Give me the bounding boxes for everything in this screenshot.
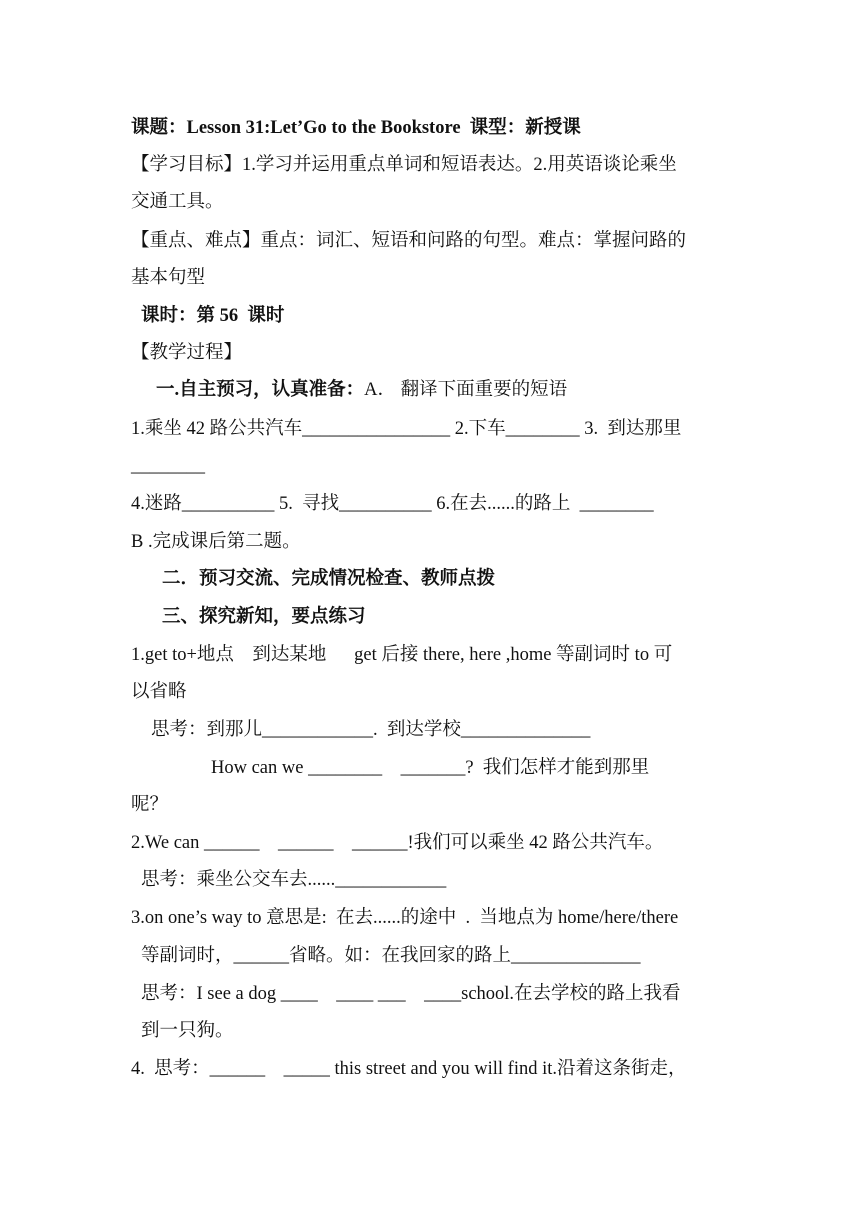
section-1-task-b: B .完成课后第二题。	[131, 532, 301, 552]
lesson-period: 课时：第 56 课时	[141, 306, 285, 326]
objectives-line-2: 交通工具。	[131, 192, 224, 212]
point-1-line-2: 以省略	[131, 682, 187, 702]
section-3-heading: 三、探究新知，要点练习	[162, 607, 366, 627]
point-3-line-2: 等副词时，______省略。如：在我回家的路上______________	[141, 946, 641, 966]
objectives-line-1: 【学习目标】1.学习并运用重点单词和短语表达。2.用英语谈论乘坐	[131, 155, 677, 175]
section-2-heading: 二．预习交流、完成情况检查、教师点拨	[162, 569, 496, 589]
point-3-think-1: 思考：I see a dog ____ ____ ___ ____school.在去学校的路上我看	[141, 984, 681, 1004]
point-2-think: 思考：乘坐公交车去......____________	[141, 870, 447, 890]
process-heading: 【教学过程】	[131, 343, 243, 363]
section-1-row-1: 1.乘坐 42 路公共汽车________________ 2.下车________ 3. 到达那里	[131, 419, 682, 439]
section-1-row-1-cont: ________	[131, 456, 205, 476]
point-1-line-1: 1.get to+地点 到达某地 get 后接 there, here ,home 等副词时 to 可	[131, 645, 673, 665]
section-1-row-2: 4.迷路__________ 5. 寻找__________ 6.在去......的路上 ________	[131, 494, 654, 514]
point-2-line-1: 2.We can ______ ______ ______!我们可以乘坐 42 路公共汽车。	[131, 833, 664, 853]
section-1-heading-line	[156, 378, 567, 402]
section-1-heading: 一.自主预习，认真准备：	[156, 380, 365, 400]
point-1-think: 思考：到那儿____________. 到达学校______________	[151, 720, 591, 740]
point-3-line-1: 3.on one’s way to 意思是: 在去......的途中 . 当地点为 home/here/there	[131, 908, 679, 928]
key-points-line-1: 【重点、难点】重点：词汇、短语和问路的句型。难点：掌握问路的	[131, 231, 687, 251]
point-1-question: How can we ________ _______? 我们怎样才能到那里	[211, 758, 650, 778]
key-points-line-2: 基本句型	[131, 268, 206, 288]
point-4-line-1: 4. 思考：______ _____ this street and you will find it.沿着这条街走，	[131, 1059, 687, 1079]
lesson-title: 课题：Lesson 31:Let’Go to the Bookstore 课型：新授课	[131, 118, 581, 138]
section-1-task-a: A． 翻译下面重要的短语	[364, 380, 568, 400]
point-1-question-cont: 呢？	[131, 795, 169, 815]
point-3-think-2: 到一只狗。	[141, 1021, 234, 1041]
